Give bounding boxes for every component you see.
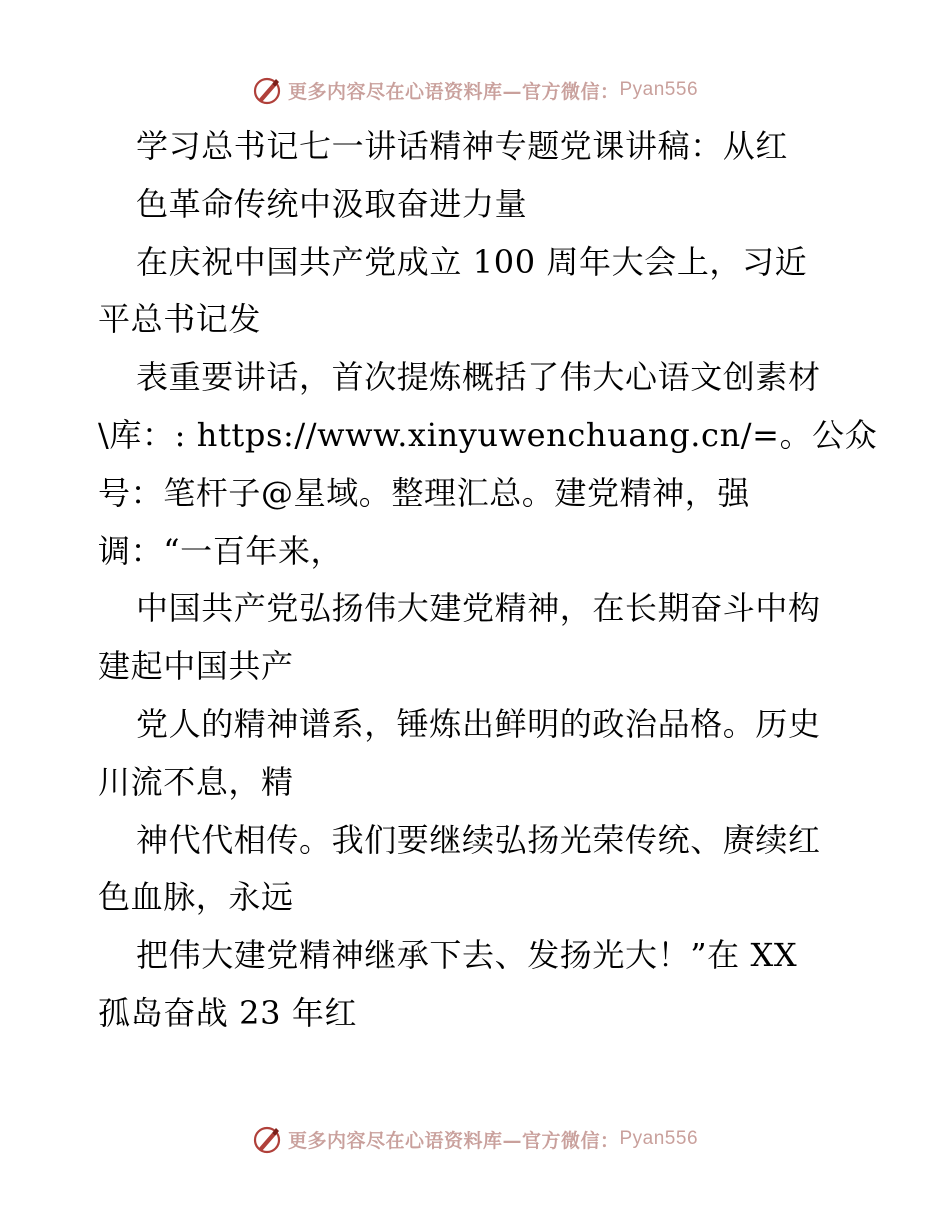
text-line: 号：笔杆子@星域。整理汇总。建党精神，强 xyxy=(98,473,751,512)
text-line: 调：“一百年来， xyxy=(98,531,344,570)
text-line: \库：: https://www.xinyuwenchuang.cn/=。公众 xyxy=(98,415,878,454)
text-line: 在庆祝中国共产党成立 100 周年大会上，习近 xyxy=(136,242,808,281)
pen-logo-icon xyxy=(252,1124,282,1154)
text-line: 平总书记发 xyxy=(98,300,262,339)
text-line: 学习总书记七一讲话精神专题党课讲稿：从红 xyxy=(136,127,789,165)
banner-wechat-id: Pyan556 xyxy=(619,79,699,100)
footer-banner xyxy=(0,1122,950,1156)
text-line: 川流不息，精 xyxy=(98,762,294,801)
banner-text: 更多内容尽在心语资料库—官方微信： xyxy=(287,80,620,103)
text-line: 色血脉，永远 xyxy=(98,878,294,917)
text-line: 党人的精神谱系，锤炼出鲜明的政治品格。历史 xyxy=(136,704,821,743)
text-line: 把伟大建党精神继承下去、发扬光大！”在 XX xyxy=(136,936,798,975)
text-line: 色革命传统中汲取奋进力量 xyxy=(136,184,528,223)
text-line: 中国共产党弘扬伟大建党精神，在长期奋斗中构 xyxy=(136,589,821,628)
banner-text: 更多内容尽在心语资料库—官方微信： xyxy=(287,1129,620,1152)
banner-wechat-id: Pyan556 xyxy=(619,1128,699,1149)
text-line: 表重要讲话，首次提炼概括了伟大心语文创素材 xyxy=(136,358,821,397)
pen-logo-icon xyxy=(252,75,282,105)
header-banner xyxy=(0,73,950,107)
text-line: 孤岛奋战 23 年红 xyxy=(98,993,358,1032)
text-line: 建起中国共产 xyxy=(98,647,294,686)
document-body xyxy=(98,118,878,1043)
text-line: 神代代相传。我们要继续弘扬光荣传统、赓续红 xyxy=(136,820,821,859)
